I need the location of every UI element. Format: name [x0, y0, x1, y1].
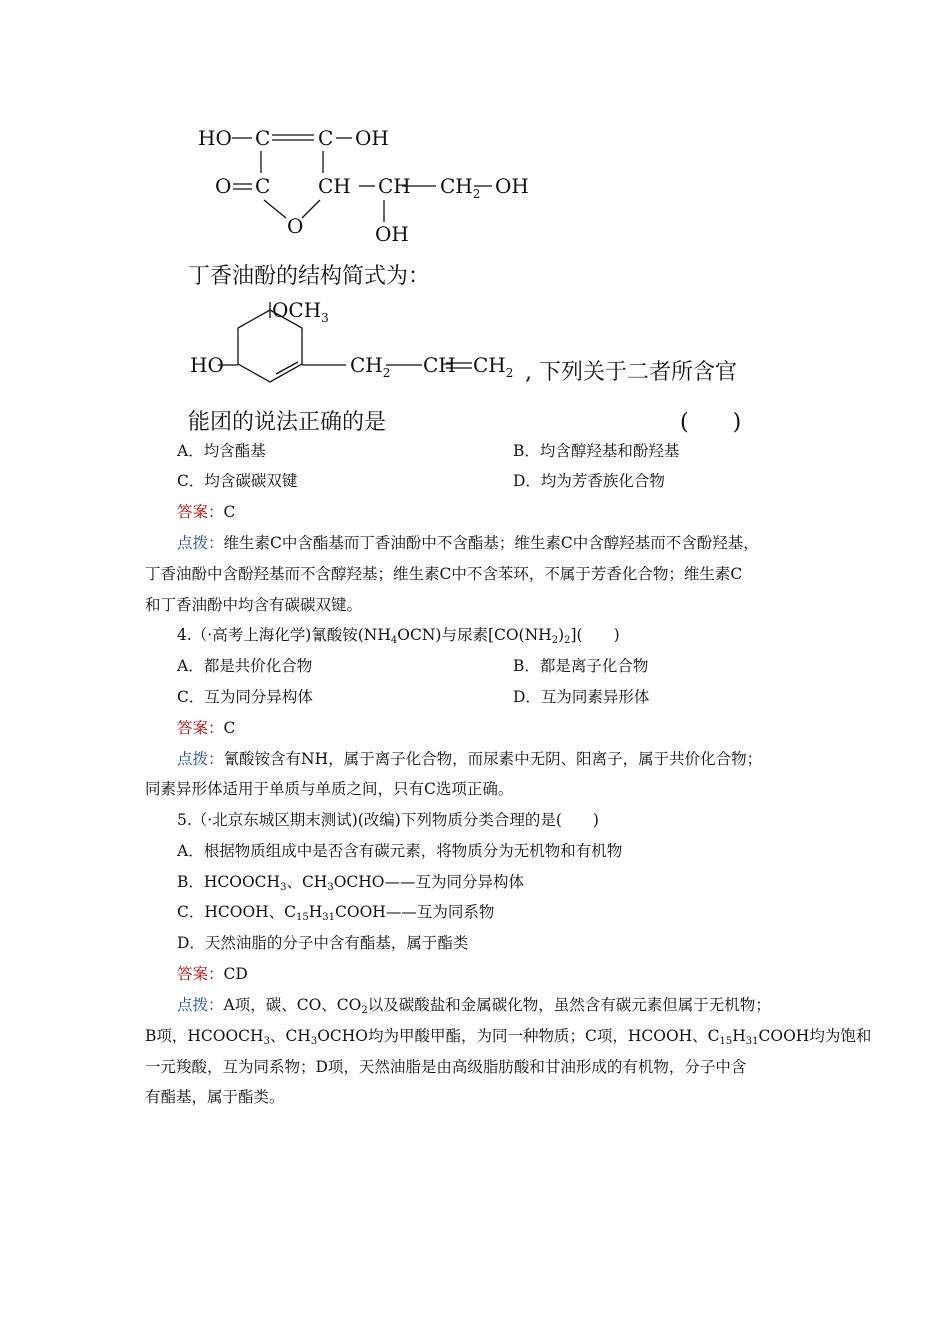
q5-hint-line-4: 有酯基，属于酯类。 — [145, 1088, 285, 1106]
hint-label: 点拨： — [177, 750, 224, 768]
q4-hint-line-1: 点拨：氰酸铵含有NH，属于离子化合物，而尿素中无阴、阳离子，属于共价化合物； — [177, 750, 763, 768]
q3-answer — [177, 502, 235, 522]
q5-hint-line-3: 一元羧酸，互为同系物；D项，天然油脂是由高级脂肪酸和甘油形成的有机物，分子中含 — [145, 1058, 747, 1076]
vitc-c1-label: C — [255, 126, 271, 150]
q4-option-a: A．都是共价化合物 — [177, 657, 313, 675]
eugenol-och3-label: $OCH_3$ — [272, 298, 329, 325]
vitc-c3-label: C — [255, 174, 271, 198]
vitamin-c-structure — [190, 118, 550, 248]
answer-label: 答案： — [177, 503, 224, 521]
q5-hint-line-2: B项，$HCOOCH_3$、$CH_3OCHO$均为甲酸甲酯，为同一种物质；C项，HCOOH、$C_{15}H_{31}COOH$均为饱和 — [145, 1027, 872, 1047]
eugenol-ch2t-label: $CH_2$ — [473, 353, 514, 380]
q5-stem: 5.（·北京东城区期末测试)(改编)下列物质分类合理的是( ) — [177, 811, 599, 829]
q5-answer — [177, 964, 248, 984]
eugenol-ch-label: CH — [423, 353, 456, 377]
q4-stem: 4.（·高考上海化学)氰酸铵$(NH_4OCN)$与尿素$[CO(NH_2)_2]$( ) — [177, 626, 620, 646]
q3-paren: ( ) — [680, 410, 742, 435]
q4-hint-line-2: 同素异形体适用于单质与单质之间，只有C选项正确。 — [145, 780, 514, 798]
vitc-oh3-label: OH — [375, 222, 409, 246]
q4-option-b: B．都是离子化合物 — [513, 657, 649, 675]
vitc-o-keto-label: O — [215, 174, 232, 198]
q5-option-a: A．根据物质组成中是否含有碳元素，将物质分为无机物和有机物 — [177, 842, 623, 860]
vitc-oh2-label: OH — [495, 174, 529, 198]
q3-option-d: D．均为芳香族化合物 — [513, 472, 665, 490]
answer-label: 答案： — [177, 719, 224, 737]
answer-value: C — [223, 503, 236, 521]
q5-hint-line-1: 点拨：A项，碳、CO、$CO_2$以及碳酸盐和金属碳化物，虽然含有碳元素但属于无机物； — [177, 996, 771, 1016]
q3-hint-line-2: 丁香油酚中含酚羟基而不含醇羟基；维生素C中不含苯环，不属于芳香化合物；维生素C — [145, 565, 743, 583]
vitc-ho-label: HO — [198, 126, 232, 150]
q5-option-b: B．$HCOOCH_3$、$CH_3OCHO——$互为同分异构体 — [177, 873, 524, 893]
vitc-ch1-label: CH — [318, 174, 351, 198]
q3-option-c: C．均含碳碳双键 — [177, 472, 298, 490]
answer-label: 答案： — [177, 965, 224, 983]
q5-option-d: D．天然油脂的分子中含有酯基，属于酯类 — [177, 934, 469, 952]
eugenol-tail-text: , 下列关于二者所含官 — [525, 360, 737, 385]
answer-value: CD — [223, 965, 248, 983]
q4-option-c: C．互为同分异构体 — [177, 688, 313, 706]
q4-answer — [177, 718, 235, 738]
q3-hint-line-1: 点拨：维生素C中含酯基而丁香油酚中不含酯基；维生素C中含醇羟基而不含酚羟基， — [177, 534, 759, 552]
q3-option-b: B．均含醇羟基和酚羟基 — [513, 442, 680, 460]
q3-stem-end: 能团的说法正确的是 — [188, 410, 387, 435]
q5-option-c: C．HCOOH、$C_{15}H_{31}COOH——$互为同系物 — [177, 903, 495, 923]
q3-option-a: A．均含酯基 — [177, 442, 266, 460]
vitc-ch2-label: CH — [378, 174, 411, 198]
hint-label: 点拨： — [177, 996, 224, 1014]
q3-hint-line-3: 和丁香油酚中均含有碳碳双键。 — [145, 596, 363, 614]
vitc-o-ring-label: O — [287, 214, 304, 238]
eugenol-ch2-label: $CH_2$ — [350, 353, 391, 380]
hint-label: 点拨： — [177, 534, 224, 552]
eugenol-intro: 丁香油酚的结构简式为： — [188, 264, 431, 289]
eugenol-ho-label: HO — [190, 353, 224, 377]
vitc-c2-label: C — [318, 126, 334, 150]
vitc-oh1-label: OH — [355, 126, 389, 150]
answer-value: C — [223, 719, 236, 737]
q4-option-d: D．互为同素异形体 — [513, 688, 650, 706]
vitc-ch2b-label: $CH_2$ — [440, 174, 481, 201]
